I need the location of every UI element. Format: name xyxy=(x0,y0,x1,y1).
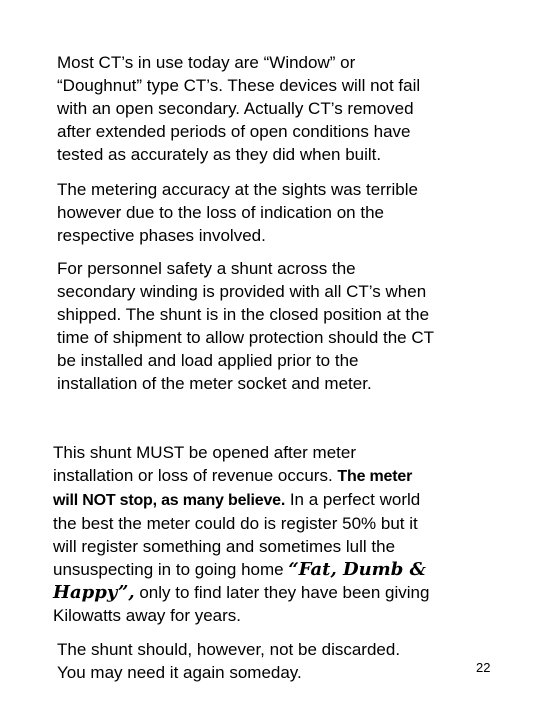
text-line: Most CT’s in use today are “Window” or xyxy=(57,53,356,72)
text-line: secondary winding is provided with all CT’s when xyxy=(57,282,427,301)
text-line: installation of the meter socket and meter. xyxy=(57,374,372,393)
text-line xyxy=(53,558,493,581)
text-line: be installed and load applied prior to the xyxy=(57,351,359,370)
text-line: “Doughnut” type CT’s. These devices will not fail xyxy=(57,76,421,95)
text-line: shipped. The shunt is in the closed position at the xyxy=(57,305,430,324)
paragraph-shunt-keep xyxy=(53,638,497,684)
script-quote: Happy”, xyxy=(53,582,135,603)
text-line: respective phases involved. xyxy=(57,226,266,245)
text-line: after extended periods of open conditions have xyxy=(57,122,411,141)
emphasis-text: The meter xyxy=(337,468,413,485)
paragraph-shunt-warning xyxy=(53,441,493,627)
text-span: only to find later they have been giving xyxy=(134,583,430,602)
script-quote: “Fat, Dumb & xyxy=(288,559,426,580)
text-line: You may need it again someday. xyxy=(57,663,302,682)
text-line: This shunt MUST be opened after meter xyxy=(53,443,357,462)
text-line: will register something and sometimes lull the xyxy=(53,537,396,556)
text-line: For personnel safety a shunt across the xyxy=(57,259,356,278)
paragraph-ct-types xyxy=(53,51,497,166)
text-line: The shunt should, however, not be discarded. xyxy=(57,640,401,659)
emphasis-text: will NOT stop, as many believe. xyxy=(53,492,286,509)
text-line: time of shipment to allow protection should the CT xyxy=(57,328,435,347)
paragraph-personnel-safety xyxy=(53,257,497,395)
text-line: with an open secondary. Actually CT’s removed xyxy=(57,99,414,118)
text-line xyxy=(53,464,493,488)
paragraph-metering-accuracy xyxy=(53,178,497,247)
text-line xyxy=(53,581,493,604)
text-span: unsuspecting in to going home xyxy=(53,560,289,579)
text-line xyxy=(53,488,493,512)
page-number: 22 xyxy=(476,660,491,675)
text-line: The metering accuracy at the sights was terrible xyxy=(57,180,418,199)
text-line: tested as accurately as they did when built. xyxy=(57,145,382,164)
text-span: installation or loss of revenue occurs. xyxy=(53,466,338,485)
text-span: In a perfect world xyxy=(285,490,421,509)
text-line: however due to the loss of indication on the xyxy=(57,203,384,222)
text-line: the best the meter could do is register 50% but it xyxy=(53,514,418,533)
text-line: Kilowatts away for years. xyxy=(53,606,242,625)
